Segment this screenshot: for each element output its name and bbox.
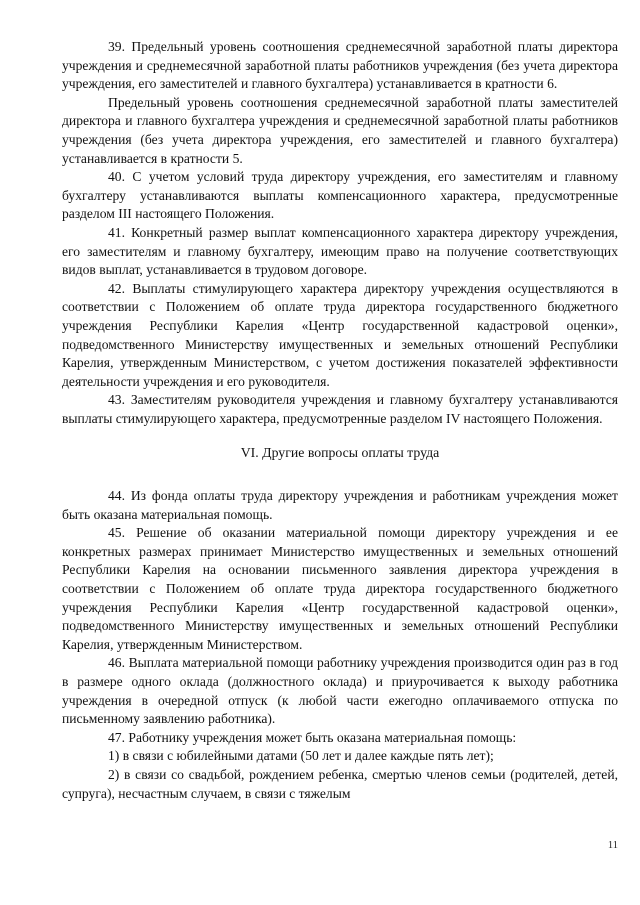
paragraph-39-deputies: Предельный уровень соотношения среднемесячной заработной платы заместителей директора и главного бухгалтера учреждения и среднемесячной заработной платы работников учреждения (без учета директора учреждения, его заместителей и главного бухгалтера) устанавливается в кратности 5. [62, 94, 618, 166]
paragraph-43: 43. Заместителям руководителя учреждения и главному бухгалтеру устанавливаются выплаты стимулирующего характера, предусмотренные разделом IV настоящего Положения. [62, 392, 618, 426]
paragraph-44: 44. Из фонда оплаты труда директору учреждения и работникам учреждения может быть оказана материальная помощь. [62, 488, 618, 522]
paragraph-46: 46. Выплата материальной помощи работнику учреждения производится один раз в год в размере одного оклада (должностного оклада) и приурочивается к выходу работника учреждения в очередной отпуск (к любой части ежегодно оплачиваемого отпуска по письменному заявлению работника). [62, 655, 618, 727]
list-item-2: 2) в связи со свадьбой, рождением ребенка, смертью членов семьи (родителей, детей, супруга), несчастным случаем, в связи с тяжелым [62, 766, 618, 801]
section-heading: VI. Другие вопросы оплаты труда [240, 445, 440, 461]
document-page [62, 38, 618, 803]
paragraph-42: 42. Выплаты стимулирующего характера директору учреждения осуществляются в соответствии с Положением об оплате труда директора государственного бюджетного учреждения Республики Карелия «Центр государственной кадастровой оценки», подведомственного Министерству имущественных и земельных отношений Республики Карелия, утвержденным Министерством, с учетом достижения показателей эффективности деятельности учреждения и его руководителя. [62, 280, 618, 389]
paragraph-39: 39. Предельный уровень соотношения среднемесячной заработной платы директора учреждения и среднемесячной заработной платы работников учреждения (без учета директора учреждения, его заместителей и главного бухгалтера) устанавливается в кратности 6. [62, 39, 618, 92]
paragraph-47: 47. Работнику учреждения может быть оказана материальная помощь: [108, 729, 517, 745]
list-item-1: 1) в связи с юбилейными датами (50 лет и далее каждые пять лет); [108, 748, 494, 764]
paragraph-40: 40. С учетом условий труда директору учреждения, его заместителям и главному бухгалтеру устанавливаются выплаты компенсационного характера, предусмотренные разделом III настоящего Положения. [62, 169, 618, 222]
paragraph-41: 41. Конкретный размер выплат компенсационного характера директору учреждения, его заместителям и главному бухгалтеру, имеющим право на получение соответствующих видов выплат, устанавливается в трудовом договоре. [62, 224, 618, 278]
page-number: 11 [607, 840, 618, 851]
paragraph-45: 45. Решение об оказании материальной помощи директору учреждения и ее конкретных размерах принимает Министерство имущественных и земельных отношений Республики Карелия на основании письменного заявления директора учреждения в соответствии с Положением об оплате труда директора государственного бюджетного учреждения Республики Карелия «Центр государственной кадастровой оценки», подведомственного Министерству имущественных и земельных отношений Республики Карелия, утвержденным Министерством. [62, 525, 618, 652]
